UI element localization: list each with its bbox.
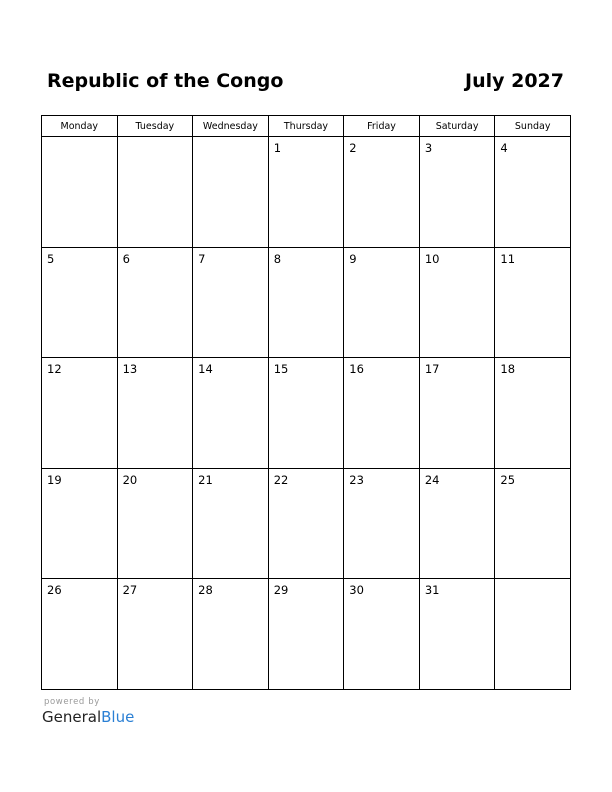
- day-cell: [268, 468, 344, 579]
- day-cell: [193, 468, 269, 579]
- generalblue-logo: [42, 708, 134, 726]
- day-number: 12: [47, 362, 62, 376]
- day-number: 21: [198, 472, 213, 487]
- day-cell: [495, 137, 571, 248]
- day-cell: [495, 468, 571, 579]
- day-number: 24: [424, 472, 440, 487]
- week-row-3: [42, 358, 571, 469]
- day-number: 15: [273, 362, 289, 376]
- weekday-header-row: [42, 116, 571, 137]
- day-number: 8: [273, 251, 282, 266]
- day-number: 9: [349, 251, 357, 266]
- day-number: 30: [349, 583, 364, 597]
- day-cell: [117, 579, 193, 690]
- day-number: 31: [424, 583, 440, 597]
- day-cell: [344, 247, 420, 358]
- day-cell: [344, 137, 420, 248]
- day-cell: [495, 247, 571, 358]
- day-number: 4: [500, 141, 508, 155]
- day-cell: [42, 137, 118, 248]
- day-number: 2: [349, 141, 357, 155]
- day-cell: [193, 358, 269, 469]
- brand-general-text: General: [42, 708, 102, 726]
- day-number: 20: [122, 472, 138, 487]
- day-cell: [193, 579, 269, 690]
- day-cell: [117, 468, 193, 579]
- day-number: 19: [47, 472, 62, 487]
- brand-blue-text: Blue: [101, 708, 135, 726]
- day-number: 14: [198, 362, 213, 376]
- day-cell: [193, 247, 269, 358]
- day-number: 13: [122, 362, 138, 376]
- weekday-saturday: Saturday: [419, 116, 495, 137]
- country-title: Republic of the Congo: [47, 70, 284, 92]
- footer-branding: [42, 697, 134, 726]
- day-cell: [42, 247, 118, 358]
- weekday-wednesday: Wednesday: [193, 116, 269, 137]
- day-number: 6: [122, 251, 130, 266]
- day-cell: [495, 579, 571, 690]
- day-number: 11: [500, 251, 516, 266]
- day-cell: [344, 468, 420, 579]
- day-cell: [344, 358, 420, 469]
- day-cell: [268, 358, 344, 469]
- day-number: 18: [500, 362, 516, 376]
- day-cell: [42, 358, 118, 469]
- weekday-sunday: Sunday: [495, 116, 571, 137]
- weekday-tuesday: Tuesday: [117, 116, 193, 137]
- day-number: 29: [273, 583, 289, 597]
- month-year-title: July 2027: [465, 70, 564, 92]
- day-cell: [495, 358, 571, 469]
- day-cell: [193, 137, 269, 248]
- week-row-1: [42, 137, 571, 248]
- day-number: [193, 137, 268, 141]
- day-cell: [419, 247, 495, 358]
- day-number: 22: [273, 472, 289, 487]
- day-number: [118, 137, 193, 141]
- day-cell: [344, 579, 420, 690]
- day-number: 23: [349, 472, 364, 487]
- day-number: 27: [122, 583, 138, 597]
- day-number: 5: [47, 251, 55, 266]
- day-number: [42, 137, 117, 141]
- day-number: 28: [198, 583, 213, 597]
- day-cell: [268, 137, 344, 248]
- weekday-friday: Friday: [344, 116, 420, 137]
- day-cell: [117, 137, 193, 248]
- calendar-grid: [41, 115, 571, 690]
- weekday-thursday: Thursday: [268, 116, 344, 137]
- day-cell: [419, 137, 495, 248]
- day-cell: [419, 468, 495, 579]
- week-row-2: [42, 247, 571, 358]
- day-number: 1: [273, 141, 282, 155]
- day-cell: [42, 579, 118, 690]
- week-row-4: [42, 468, 571, 579]
- day-cell: [117, 358, 193, 469]
- day-cell: [117, 247, 193, 358]
- day-number: 7: [198, 251, 206, 266]
- day-cell: [42, 468, 118, 579]
- day-cell: [268, 247, 344, 358]
- day-number: 10: [424, 251, 440, 266]
- day-cell: [419, 579, 495, 690]
- week-row-5: [42, 579, 571, 690]
- calendar-header: [46, 70, 566, 98]
- day-number: 3: [424, 141, 433, 155]
- day-number: [495, 579, 570, 583]
- powered-by-label: powered by: [44, 697, 100, 707]
- day-cell: [419, 358, 495, 469]
- day-number: 25: [500, 472, 516, 487]
- day-number: 16: [349, 362, 364, 376]
- day-cell: [268, 579, 344, 690]
- day-number: 26: [47, 583, 62, 597]
- weekday-monday: Monday: [42, 116, 118, 137]
- day-number: 17: [424, 362, 440, 376]
